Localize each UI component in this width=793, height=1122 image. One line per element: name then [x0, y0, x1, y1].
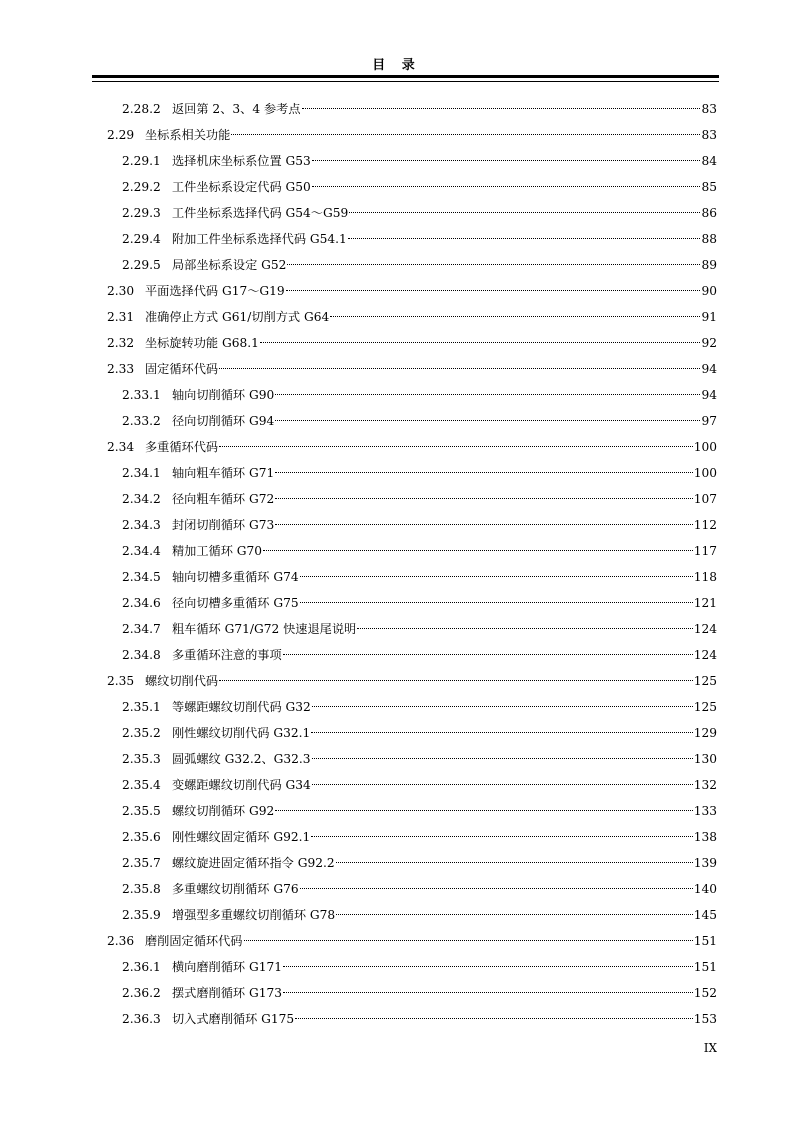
toc-entry-title: 变螺距螺纹切削代码 G34 [172, 778, 311, 792]
toc-entry-number: 2.35.9 [122, 908, 161, 922]
toc-entry-line [122, 850, 717, 876]
dot-leader [330, 316, 700, 317]
toc-entry-page: 83 [701, 128, 717, 142]
dot-leader [275, 472, 692, 473]
toc-entry[interactable] [0, 96, 793, 122]
dot-leader [219, 446, 693, 447]
dot-leader [263, 550, 693, 551]
toc-entry[interactable] [0, 304, 793, 330]
header-rule-thick [92, 75, 719, 78]
toc-entry-number: 2.34.1 [122, 466, 161, 480]
toc-entry-title: 固定循环代码 [145, 362, 219, 376]
toc-entry-line [122, 148, 717, 174]
toc-entry-title: 横向磨削循环 G171 [172, 960, 282, 974]
toc-entry[interactable] [0, 694, 793, 720]
toc-entry-line [107, 278, 717, 304]
toc-entry[interactable] [0, 590, 793, 616]
toc-entry-number: 2.35.5 [122, 804, 161, 818]
dot-leader [357, 628, 693, 629]
page-number: IX [703, 1041, 717, 1055]
toc-entry-page: 88 [701, 232, 717, 246]
toc-entry-title: 圆弧螺纹 G32.2、G32.3 [172, 752, 311, 766]
dot-leader [312, 186, 701, 187]
toc-entry[interactable] [0, 382, 793, 408]
toc-entry-page: 129 [693, 726, 717, 740]
dot-leader [336, 914, 693, 915]
toc-entry-title: 轴向切削循环 G90 [172, 388, 275, 402]
toc-entry-line [122, 564, 717, 590]
dot-leader [312, 758, 693, 759]
toc-entry[interactable] [0, 720, 793, 746]
toc-entry-line [122, 96, 717, 122]
dot-leader [283, 654, 693, 655]
toc-entry-line [122, 616, 717, 642]
toc-entry[interactable] [0, 980, 793, 1006]
toc-entry-line [122, 746, 717, 772]
dot-leader [275, 498, 692, 499]
toc-entry-title: 工件坐标系设定代码 G50 [172, 180, 311, 194]
dot-leader [287, 264, 700, 265]
toc-entry-page: 100 [693, 440, 717, 454]
toc-entry-line [122, 512, 717, 538]
dot-leader [311, 732, 692, 733]
toc-entry-title: 轴向切槽多重循环 G74 [172, 570, 299, 584]
dot-leader [349, 212, 700, 213]
dot-leader [219, 680, 693, 681]
toc-entry-page: 85 [701, 180, 717, 194]
toc-entry-line [107, 434, 717, 460]
toc-entry[interactable] [0, 824, 793, 850]
toc-entry-title: 局部坐标系设定 G52 [172, 258, 287, 272]
dot-leader [336, 862, 693, 863]
toc-entry-title: 径向切削循环 G94 [172, 414, 275, 428]
toc-entry[interactable] [0, 798, 793, 824]
toc-entry-line [107, 122, 717, 148]
toc-entry-page: 138 [693, 830, 717, 844]
toc-entry-title: 平面选择代码 G17～G19 [145, 284, 285, 298]
toc-entry[interactable] [0, 876, 793, 902]
dot-leader [312, 160, 701, 161]
toc-entry-page: 83 [701, 102, 717, 116]
toc-entry-title: 切入式磨削循环 G175 [172, 1012, 295, 1026]
toc-entry-page: 89 [701, 258, 717, 272]
toc-entry-page: 112 [693, 518, 717, 532]
dot-leader [283, 992, 693, 993]
toc-entry-title: 返回第 2、3、4 参考点 [172, 102, 301, 116]
toc-entry-number: 2.34.3 [122, 518, 161, 532]
toc-entry-line [122, 590, 717, 616]
toc-entry-page: 151 [693, 960, 717, 974]
toc-entry-page: 151 [693, 934, 717, 948]
page-title: 目 录 [372, 58, 421, 73]
toc-entry[interactable] [0, 538, 793, 564]
toc-entry-page: 124 [693, 648, 717, 662]
toc-entry-page: 124 [693, 622, 717, 636]
toc-entry-title: 轴向粗车循环 G71 [172, 466, 275, 480]
dot-leader [275, 524, 692, 525]
dot-leader [312, 706, 693, 707]
toc-entry-line [122, 538, 717, 564]
header-rule-thin [92, 81, 719, 82]
dot-leader [244, 940, 693, 941]
toc-entry-title: 磨削固定循环代码 [145, 934, 243, 948]
toc-entry-title: 刚性螺纹固定循环 G92.1 [172, 830, 311, 844]
toc-entry-number: 2.34.7 [122, 622, 161, 636]
toc-entry[interactable] [0, 902, 793, 928]
toc-entry-page: 91 [701, 310, 717, 324]
toc-entry-page: 117 [693, 544, 717, 558]
toc-entry-title: 径向切槽多重循环 G75 [172, 596, 299, 610]
toc-entry-title: 工件坐标系选择代码 G54～G59 [172, 206, 349, 220]
dot-leader [219, 368, 700, 369]
toc-entry-line [122, 486, 717, 512]
toc-entry-line [107, 356, 717, 382]
toc-entry-number: 2.35.1 [122, 700, 161, 714]
toc-entry-number: 2.29.5 [122, 258, 161, 272]
toc-entry-number: 2.32 [107, 336, 135, 350]
toc-entry-page: 132 [693, 778, 717, 792]
dot-leader [260, 342, 701, 343]
toc-entry-number: 2.30 [107, 284, 135, 298]
toc-entry-title: 精加工循环 G70 [172, 544, 263, 558]
toc-entry[interactable] [0, 408, 793, 434]
dot-leader [275, 810, 692, 811]
toc-entry-page: 107 [693, 492, 717, 506]
toc-entry-line [107, 304, 717, 330]
toc-entry-number: 2.36 [107, 934, 135, 948]
toc-entry[interactable] [0, 330, 793, 356]
toc-entry-line [122, 980, 717, 1006]
toc-entry-title: 准确停止方式 G61/切削方式 G64 [145, 310, 330, 324]
toc-entry[interactable] [0, 174, 793, 200]
toc-entry-number: 2.35.3 [122, 752, 161, 766]
toc-entry-page: 90 [701, 284, 717, 298]
dot-leader [311, 836, 692, 837]
toc-entry[interactable] [0, 226, 793, 252]
toc-entry-page: 125 [693, 674, 717, 688]
toc-entry-title: 附加工件坐标系选择代码 G54.1 [172, 232, 347, 246]
toc-entry-number: 2.33.2 [122, 414, 161, 428]
toc-entry-line [122, 902, 717, 928]
toc-entry-title: 螺纹切削代码 [145, 674, 219, 688]
toc-entry-line [107, 928, 717, 954]
toc-entry-line [122, 408, 717, 434]
toc-entry-page: 130 [693, 752, 717, 766]
toc-entry-line [122, 460, 717, 486]
toc-entry-number: 2.35.7 [122, 856, 161, 870]
toc-entry-number: 2.35 [107, 674, 135, 688]
toc-entry[interactable] [0, 278, 793, 304]
dot-leader [286, 290, 701, 291]
toc-entry[interactable] [0, 616, 793, 642]
toc-entry-title: 增强型多重螺纹切削循环 G78 [172, 908, 336, 922]
toc-entry-number: 2.35.6 [122, 830, 161, 844]
toc-entry-line [122, 694, 717, 720]
toc-entry-page: 125 [693, 700, 717, 714]
toc-entry-number: 2.34.6 [122, 596, 161, 610]
toc-entry[interactable] [0, 512, 793, 538]
toc-entry-page: 92 [701, 336, 717, 350]
dot-leader [348, 238, 701, 239]
toc-entry-title: 坐标旋转功能 G68.1 [145, 336, 259, 350]
toc-entry[interactable] [0, 200, 793, 226]
table-of-contents [0, 96, 793, 1032]
toc-entry[interactable] [0, 954, 793, 980]
toc-entry-title: 径向粗车循环 G72 [172, 492, 275, 506]
toc-entry-title: 选择机床坐标系位置 G53 [172, 154, 311, 168]
dot-leader [302, 108, 701, 109]
dot-leader [231, 134, 700, 135]
toc-entry-number: 2.28.2 [122, 102, 161, 116]
toc-entry-title: 坐标系相关功能 [145, 128, 231, 142]
toc-entry-line [122, 772, 717, 798]
toc-entry-page: 152 [693, 986, 717, 1000]
toc-entry-number: 2.29.4 [122, 232, 161, 246]
dot-leader [283, 966, 693, 967]
toc-entry-line [122, 824, 717, 850]
toc-entry-page: 153 [693, 1012, 717, 1026]
toc-entry-page: 100 [693, 466, 717, 480]
toc-entry-line [122, 954, 717, 980]
toc-entry-number: 2.34.8 [122, 648, 161, 662]
toc-entry-line [122, 174, 717, 200]
toc-entry[interactable] [0, 122, 793, 148]
toc-entry-page: 97 [701, 414, 717, 428]
dot-leader [300, 888, 693, 889]
toc-entry-page: 94 [701, 388, 717, 402]
toc-entry-number: 2.29.1 [122, 154, 161, 168]
toc-entry-number: 2.35.8 [122, 882, 161, 896]
toc-entry[interactable] [0, 928, 793, 954]
toc-entry-page: 118 [693, 570, 717, 584]
toc-entry-number: 2.33.1 [122, 388, 161, 402]
toc-entry[interactable] [0, 642, 793, 668]
toc-entry-title: 多重循环注意的事项 [172, 648, 282, 662]
toc-entry-title: 摆式磨削循环 G173 [172, 986, 282, 1000]
toc-entry-number: 2.36.3 [122, 1012, 161, 1026]
toc-entry[interactable] [0, 434, 793, 460]
toc-entry-title: 多重循环代码 [145, 440, 219, 454]
toc-entry-title: 螺纹切削循环 G92 [172, 804, 275, 818]
dot-leader [312, 784, 693, 785]
toc-entry-line [122, 642, 717, 668]
toc-entry[interactable] [0, 356, 793, 382]
toc-entry-title: 刚性螺纹切削代码 G32.1 [172, 726, 311, 740]
toc-entry-page: 84 [701, 154, 717, 168]
dot-leader [295, 1018, 693, 1019]
toc-entry-line [107, 668, 717, 694]
toc-entry-line [122, 798, 717, 824]
toc-entry-number: 2.34 [107, 440, 135, 454]
toc-entry-number: 2.36.1 [122, 960, 161, 974]
toc-entry-title: 封闭切削循环 G73 [172, 518, 275, 532]
toc-entry-page: 140 [693, 882, 717, 896]
toc-entry-number: 2.35.2 [122, 726, 161, 740]
toc-entry-title: 等螺距螺纹切削代码 G32 [172, 700, 311, 714]
toc-entry[interactable] [0, 746, 793, 772]
toc-entry-number: 2.36.2 [122, 986, 161, 1000]
toc-entry[interactable] [0, 564, 793, 590]
toc-entry-line [122, 252, 717, 278]
toc-entry-number: 2.29 [107, 128, 135, 142]
toc-entry[interactable] [0, 252, 793, 278]
dot-leader [275, 394, 700, 395]
toc-entry-page: 94 [701, 362, 717, 376]
toc-entry-number: 2.34.5 [122, 570, 161, 584]
toc-entry-page: 121 [693, 596, 717, 610]
toc-entry-line [122, 382, 717, 408]
toc-entry-number: 2.29.2 [122, 180, 161, 194]
toc-entry-number: 2.35.4 [122, 778, 161, 792]
toc-entry-number: 2.33 [107, 362, 135, 376]
dot-leader [300, 602, 693, 603]
toc-entry[interactable] [0, 460, 793, 486]
toc-entry-title: 螺纹旋进固定循环指令 G92.2 [172, 856, 335, 870]
toc-entry[interactable] [0, 1006, 793, 1032]
toc-entry-line [122, 720, 717, 746]
toc-entry-page: 133 [693, 804, 717, 818]
toc-entry[interactable] [0, 148, 793, 174]
toc-entry[interactable] [0, 668, 793, 694]
dot-leader [300, 576, 693, 577]
toc-entry[interactable] [0, 486, 793, 512]
toc-entry-page: 86 [701, 206, 717, 220]
toc-entry-page: 139 [693, 856, 717, 870]
toc-entry-title: 粗车循环 G71/G72 快速退尾说明 [172, 622, 357, 636]
toc-entry-number: 2.34.4 [122, 544, 161, 558]
toc-entry-number: 2.31 [107, 310, 135, 324]
toc-entry-line [122, 1006, 717, 1032]
toc-entry[interactable] [0, 772, 793, 798]
toc-entry-line [122, 226, 717, 252]
toc-entry-title: 多重螺纹切削循环 G76 [172, 882, 299, 896]
toc-entry-number: 2.34.2 [122, 492, 161, 506]
dot-leader [275, 420, 700, 421]
toc-entry-line [122, 876, 717, 902]
toc-entry[interactable] [0, 850, 793, 876]
toc-entry-page: 145 [693, 908, 717, 922]
toc-entry-line [122, 200, 717, 226]
toc-entry-line [107, 330, 717, 356]
toc-entry-number: 2.29.3 [122, 206, 161, 220]
